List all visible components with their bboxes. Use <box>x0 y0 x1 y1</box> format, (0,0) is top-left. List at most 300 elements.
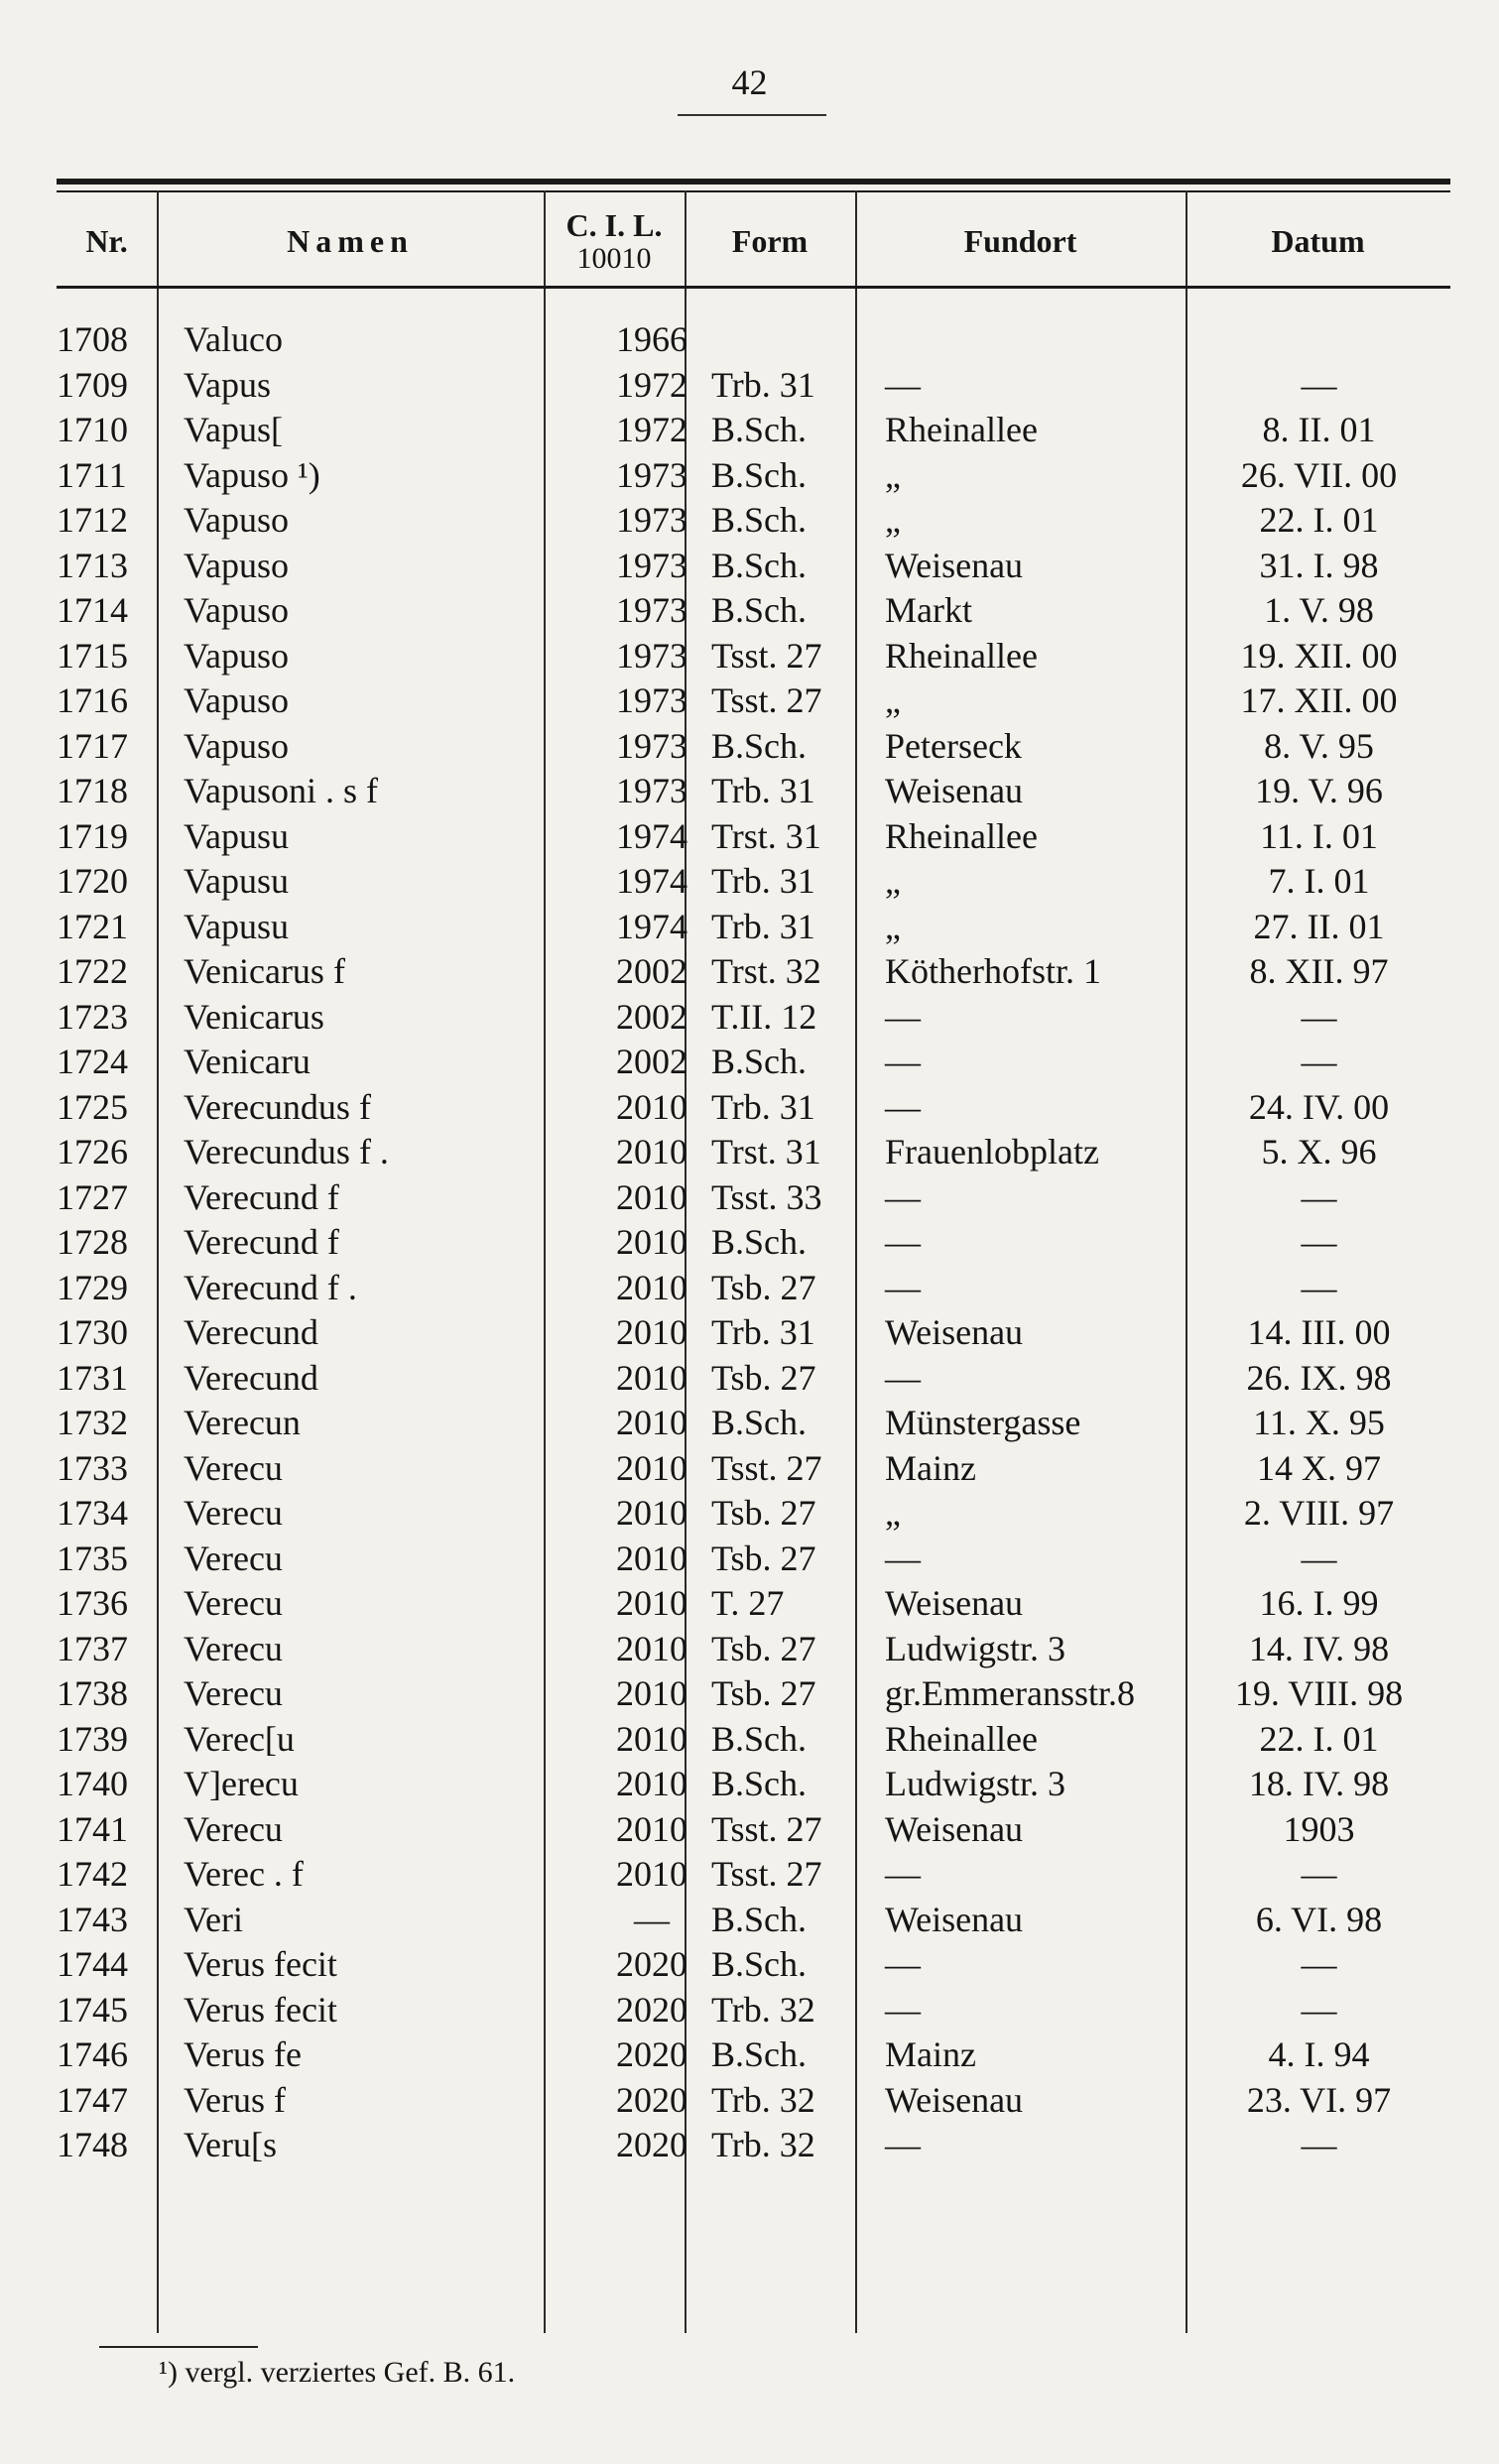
cell-name: Vapuso <box>184 500 289 540</box>
cell-nr: 1716 <box>57 680 128 720</box>
cell-name: Verus fecit <box>184 1989 337 2030</box>
cell-name: Veri <box>184 1899 243 1939</box>
cell-nr: 1710 <box>57 410 128 449</box>
table-row <box>57 1537 1450 1582</box>
cell-name: Vapus <box>184 364 271 405</box>
cell-fundort: Ludwigstr. 3 <box>885 1764 1066 1803</box>
cell-name: Verus fecit <box>184 1944 337 1984</box>
table-row <box>57 2123 1450 2168</box>
cell-nr: 1714 <box>57 590 128 630</box>
table-row <box>57 1988 1450 2033</box>
cell-nr: 1709 <box>57 364 128 405</box>
cell-datum: — <box>1301 1222 1337 1262</box>
cell-nr: 1745 <box>57 1989 128 2030</box>
cell-fundort: Weisenau <box>885 1899 1024 1939</box>
table-row <box>57 905 1450 950</box>
cell-fundort: Markt <box>885 590 972 630</box>
table-row <box>57 2078 1450 2124</box>
table-row <box>57 1040 1450 1085</box>
cell-cil: 1974 <box>616 815 687 856</box>
cell-nr: 1734 <box>57 1493 128 1533</box>
cell-name: Vapuso ¹) <box>184 454 320 495</box>
cell-cil: 2010 <box>616 1222 687 1262</box>
cell-nr: 1729 <box>57 1267 128 1307</box>
cell-form: B.Sch. <box>711 410 808 449</box>
cell-form: B.Sch. <box>711 1764 808 1803</box>
cell-fundort: Weisenau <box>885 1312 1024 1352</box>
cell-datum: 1903 <box>1283 1808 1355 1849</box>
cell-datum: 8. XII. 97 <box>1249 951 1389 991</box>
cell-fundort: Weisenau <box>885 1583 1024 1623</box>
footnote-rule <box>99 2346 258 2348</box>
page-number: 42 <box>731 62 768 102</box>
cell-fundort: Mainz <box>885 2034 976 2074</box>
cell-cil: 2010 <box>616 1673 687 1713</box>
cell-cil: 2020 <box>616 1989 687 2030</box>
cell-cil: 2010 <box>616 1493 687 1533</box>
cell-nr: 1738 <box>57 1673 128 1713</box>
cell-fundort: Weisenau <box>885 2079 1024 2120</box>
cell-form: Tsst. 27 <box>711 1854 822 1894</box>
cell-nr: 1733 <box>57 1447 128 1488</box>
cell-form: B.Sch. <box>711 725 808 766</box>
cell-fundort: Weisenau <box>885 1808 1024 1849</box>
cell-form: T.II. 12 <box>711 996 817 1037</box>
cell-nr: 1727 <box>57 1176 128 1217</box>
cell-cil: 2010 <box>616 1764 687 1803</box>
cell-datum: 26. IX. 98 <box>1246 1357 1392 1398</box>
cell-nr: 1747 <box>57 2079 128 2120</box>
cell-cil: 2010 <box>616 1086 687 1127</box>
cell-datum: 7. I. 01 <box>1268 861 1370 901</box>
cell-form: Trb. 31 <box>711 861 815 901</box>
cell-nr: 1725 <box>57 1086 128 1127</box>
cell-fundort: — <box>885 364 921 405</box>
cell-cil: — <box>634 1899 670 1939</box>
cell-form: Tsb. 27 <box>711 1628 816 1668</box>
cell-cil: 1972 <box>616 364 687 405</box>
cell-name: Venicarus <box>184 996 324 1037</box>
cell-form: Tsb. 27 <box>711 1673 816 1713</box>
table-row <box>57 1807 1450 1853</box>
cell-datum: — <box>1301 996 1337 1037</box>
cell-cil: 1973 <box>616 545 687 585</box>
cell-datum: 26. VII. 00 <box>1240 454 1398 495</box>
table-row <box>57 1762 1450 1807</box>
cell-form: Trst. 31 <box>711 1132 821 1171</box>
cell-cil: 2010 <box>616 1718 687 1759</box>
cell-datum: 5. X. 96 <box>1261 1132 1377 1171</box>
cell-cil: 1966 <box>616 319 687 359</box>
cell-name: Verecun <box>184 1403 301 1442</box>
cell-datum: 27. II. 01 <box>1253 906 1385 946</box>
table-row <box>57 769 1450 814</box>
cell-datum: — <box>1301 2125 1337 2164</box>
cell-name: Vapusu <box>184 815 289 856</box>
table-row <box>57 1401 1450 1446</box>
cell-fundort: Münstergasse <box>885 1403 1081 1442</box>
cell-fundort: — <box>885 1854 921 1894</box>
cell-form: T. 27 <box>711 1583 785 1623</box>
cell-fundort: Kötherhofstr. 1 <box>885 951 1101 991</box>
cell-name: Verecund f <box>184 1176 339 1217</box>
cell-name: Verus f <box>184 2079 286 2120</box>
cell-name: Verecu <box>184 1673 283 1713</box>
table-row <box>57 1491 1450 1537</box>
cell-cil: 1973 <box>616 771 687 810</box>
header-cil-top: C. I. L. <box>565 207 663 244</box>
cell-name: Verec . f <box>184 1854 304 1894</box>
cell-cil: 2020 <box>616 1944 687 1984</box>
cell-fundort: Rheinallee <box>885 815 1038 856</box>
table-row <box>57 1581 1450 1627</box>
cell-form: Tsst. 27 <box>711 1808 822 1849</box>
cell-name: Verecundus f <box>184 1086 371 1127</box>
table-row <box>57 408 1450 453</box>
cell-fundort: — <box>885 1222 921 1262</box>
cell-nr: 1720 <box>57 861 128 901</box>
table-row <box>57 949 1450 995</box>
cell-form: Trb. 32 <box>711 2125 815 2164</box>
cell-fundort: — <box>885 1176 921 1217</box>
cell-datum: 8. V. 95 <box>1264 725 1374 766</box>
cell-cil: 2010 <box>616 1132 687 1171</box>
cell-name: Vapusu <box>184 906 289 946</box>
cell-name: Verecund <box>184 1357 318 1398</box>
cell-nr: 1708 <box>57 319 128 359</box>
cell-fundort: „ <box>885 454 901 495</box>
cell-nr: 1735 <box>57 1538 128 1578</box>
cell-nr: 1730 <box>57 1312 128 1352</box>
footnote: ¹) vergl. verziertes Gef. B. 61. <box>159 2356 516 2389</box>
cell-name: Verus fe <box>184 2034 302 2074</box>
table-row <box>57 1852 1450 1898</box>
cell-form: Tsst. 27 <box>711 680 822 720</box>
cell-fundort: „ <box>885 680 901 720</box>
cell-form: Tsb. 27 <box>711 1538 816 1578</box>
table-row <box>57 1898 1450 1943</box>
header-cil-bottom: 10010 <box>576 242 652 276</box>
cell-fundort: „ <box>885 906 901 946</box>
cell-form: B.Sch. <box>711 1899 808 1939</box>
cell-cil: 2010 <box>616 1403 687 1442</box>
cell-nr: 1748 <box>57 2125 128 2164</box>
cell-fundort: Rheinallee <box>885 410 1038 449</box>
cell-form: Trst. 31 <box>711 815 821 856</box>
table-row <box>57 2033 1450 2078</box>
cell-cil: 2002 <box>616 996 687 1037</box>
cell-datum: — <box>1301 1944 1337 1984</box>
cell-nr: 1713 <box>57 545 128 585</box>
cell-nr: 1736 <box>57 1583 128 1623</box>
cell-form: B.Sch. <box>711 1403 808 1442</box>
cell-datum: 19. VIII. 98 <box>1234 1673 1404 1713</box>
cell-datum: — <box>1301 1989 1337 2030</box>
cell-form: Trb. 31 <box>711 1312 815 1352</box>
table-row <box>57 1266 1450 1311</box>
cell-cil: 2010 <box>616 1628 687 1668</box>
cell-form: Tsb. 27 <box>711 1493 816 1533</box>
header-namen: Namen <box>287 223 414 260</box>
cell-form: B.Sch. <box>711 454 808 495</box>
cell-name: Verecu <box>184 1583 283 1623</box>
cell-cil: 1973 <box>616 500 687 540</box>
cell-fundort: „ <box>885 1493 901 1533</box>
cell-cil: 2020 <box>616 2034 687 2074</box>
header-bottom-rule <box>57 286 1450 289</box>
cell-form: Trst. 32 <box>711 951 821 991</box>
cell-datum: — <box>1301 1042 1337 1081</box>
cell-nr: 1737 <box>57 1628 128 1668</box>
cell-fundort: „ <box>885 861 901 901</box>
cell-form: B.Sch. <box>711 545 808 585</box>
cell-form: Tsb. 27 <box>711 1267 816 1307</box>
cell-form: B.Sch. <box>711 1222 808 1262</box>
cell-form: Tsst. 27 <box>711 635 822 676</box>
page-number-rule <box>678 114 826 116</box>
cell-nr: 1711 <box>57 454 127 495</box>
cell-form: Trb. 31 <box>711 771 815 810</box>
cell-fundort: — <box>885 1989 921 2030</box>
header-datum: Datum <box>1271 223 1365 260</box>
cell-nr: 1746 <box>57 2034 128 2074</box>
cell-datum: 22. I. 01 <box>1259 500 1379 540</box>
cell-datum: 1. V. 98 <box>1264 590 1374 630</box>
cell-nr: 1719 <box>57 815 128 856</box>
cell-name: Venicarus f <box>184 951 345 991</box>
cell-datum: 8. II. 01 <box>1262 410 1376 449</box>
cell-form: Tsb. 27 <box>711 1357 816 1398</box>
cell-nr: 1740 <box>57 1764 128 1803</box>
cell-nr: 1743 <box>57 1899 128 1939</box>
cell-cil: 2010 <box>616 1312 687 1352</box>
cell-name: Verecu <box>184 1808 283 1849</box>
header-form: Form <box>731 223 809 260</box>
cell-nr: 1732 <box>57 1403 128 1442</box>
cell-datum: 16. I. 99 <box>1259 1583 1379 1623</box>
cell-cil: 1974 <box>616 906 687 946</box>
cell-name: Verecund f . <box>184 1267 357 1307</box>
cell-fundort: Rheinallee <box>885 635 1038 676</box>
cell-cil: 2010 <box>616 1808 687 1849</box>
cell-form: Trb. 31 <box>711 364 815 405</box>
cell-fundort: Weisenau <box>885 545 1024 585</box>
cell-datum: — <box>1301 1538 1337 1578</box>
cell-fundort: gr.Emmeransstr.8 <box>885 1673 1135 1713</box>
table-row <box>57 1130 1450 1175</box>
table-row <box>57 724 1450 770</box>
cell-nr: 1721 <box>57 906 128 946</box>
cell-fundort: Ludwigstr. 3 <box>885 1628 1066 1668</box>
cell-fundort: „ <box>885 500 901 540</box>
cell-cil: 1973 <box>616 680 687 720</box>
cell-cil: 2002 <box>616 1042 687 1081</box>
cell-datum: 18. IV. 98 <box>1248 1764 1390 1803</box>
cell-form: B.Sch. <box>711 2034 808 2074</box>
cell-name: Vapus[ <box>184 410 283 449</box>
cell-datum: 19. V. 96 <box>1255 771 1383 810</box>
table-row <box>57 317 1450 363</box>
cell-form: B.Sch. <box>711 1042 808 1081</box>
cell-name: Verecu <box>184 1538 283 1578</box>
cell-nr: 1731 <box>57 1357 128 1398</box>
cell-datum: — <box>1301 364 1337 405</box>
cell-name: Vapusu <box>184 861 289 901</box>
table-row <box>57 544 1450 589</box>
cell-form: B.Sch. <box>711 1944 808 1984</box>
cell-name: V]erecu <box>184 1764 299 1803</box>
cell-cil: 2020 <box>616 2125 687 2164</box>
cell-form: Trb. 31 <box>711 906 815 946</box>
table-row <box>57 1671 1450 1717</box>
cell-form: B.Sch. <box>711 1718 808 1759</box>
cell-cil: 2002 <box>616 951 687 991</box>
cell-fundort: — <box>885 1538 921 1578</box>
cell-name: Verecu <box>184 1493 283 1533</box>
table-row <box>57 678 1450 724</box>
cell-nr: 1723 <box>57 996 128 1037</box>
cell-nr: 1724 <box>57 1042 128 1081</box>
cell-fundort: — <box>885 2125 921 2164</box>
cell-cil: 2010 <box>616 1583 687 1623</box>
cell-name: Verecu <box>184 1447 283 1488</box>
cell-name: Verecu <box>184 1628 283 1668</box>
cell-cil: 2010 <box>616 1357 687 1398</box>
cell-fundort: — <box>885 996 921 1037</box>
cell-nr: 1718 <box>57 771 128 810</box>
cell-name: Verecund f <box>184 1222 339 1262</box>
cell-datum: 14. IV. 98 <box>1248 1628 1390 1668</box>
cell-fundort: Frauenlobplatz <box>885 1132 1099 1171</box>
cell-cil: 1972 <box>616 410 687 449</box>
cell-name: Vapuso <box>184 635 289 676</box>
table-row <box>57 588 1450 634</box>
table-row <box>57 859 1450 905</box>
cell-datum: 14. III. 00 <box>1247 1312 1391 1352</box>
table-row <box>57 1085 1450 1131</box>
table-row <box>57 1627 1450 1672</box>
cell-name: Vapuso <box>184 590 289 630</box>
cell-fundort: — <box>885 1086 921 1127</box>
cell-fundort: — <box>885 1042 921 1081</box>
table-row <box>57 1942 1450 1988</box>
cell-cil: 2020 <box>616 2079 687 2120</box>
header-cil <box>544 198 685 286</box>
top-rule-thin <box>57 190 1450 192</box>
cell-form: Tsst. 33 <box>711 1176 822 1217</box>
table-row <box>57 1717 1450 1763</box>
cell-datum: 22. I. 01 <box>1259 1718 1379 1759</box>
table-row <box>57 1356 1450 1402</box>
cell-cil: 2010 <box>616 1854 687 1894</box>
cell-name: Verecundus f . <box>184 1132 389 1171</box>
table-row <box>57 1175 1450 1221</box>
cell-datum: 11. I. 01 <box>1260 815 1378 856</box>
cell-datum: 6. VI. 98 <box>1255 1899 1383 1939</box>
cell-cil: 2010 <box>616 1267 687 1307</box>
table-row <box>57 1446 1450 1492</box>
cell-cil: 2010 <box>616 1176 687 1217</box>
cell-nr: 1741 <box>57 1808 128 1849</box>
table-row <box>57 814 1450 860</box>
cell-name: Venicaru <box>184 1042 311 1081</box>
cell-datum: — <box>1301 1176 1337 1217</box>
cell-form: B.Sch. <box>711 500 808 540</box>
cell-cil: 1973 <box>616 454 687 495</box>
cell-name: Vapuso <box>184 725 289 766</box>
table-row <box>57 995 1450 1041</box>
cell-nr: 1722 <box>57 951 128 991</box>
cell-name: Vapuso <box>184 545 289 585</box>
cell-datum: 11. X. 95 <box>1253 1403 1385 1442</box>
cell-cil: 1974 <box>616 861 687 901</box>
cell-datum: 2. VIII. 97 <box>1243 1493 1395 1533</box>
cell-fundort: Mainz <box>885 1447 976 1488</box>
cell-cil: 2010 <box>616 1447 687 1488</box>
cell-datum: 17. XII. 00 <box>1240 680 1398 720</box>
cell-datum: 4. I. 94 <box>1268 2034 1370 2074</box>
table-row <box>57 634 1450 679</box>
cell-fundort: — <box>885 1267 921 1307</box>
cell-form: B.Sch. <box>711 590 808 630</box>
cell-datum: — <box>1301 1267 1337 1307</box>
cell-name: Verecund <box>184 1312 318 1352</box>
cell-form: Trb. 31 <box>711 1086 815 1127</box>
cell-fundort: Peterseck <box>885 725 1022 766</box>
cell-cil: 1973 <box>616 725 687 766</box>
cell-nr: 1726 <box>57 1132 128 1171</box>
cell-name: Valuco <box>184 319 283 359</box>
cell-datum: 31. I. 98 <box>1259 545 1379 585</box>
cell-nr: 1739 <box>57 1718 128 1759</box>
top-rule-thick <box>57 179 1450 185</box>
cell-form: Tsst. 27 <box>711 1447 822 1488</box>
cell-nr: 1744 <box>57 1944 128 1984</box>
table-row <box>57 1310 1450 1356</box>
table-row <box>57 363 1450 409</box>
cell-nr: 1712 <box>57 500 128 540</box>
cell-name: Veru[s <box>184 2125 277 2164</box>
cell-nr: 1717 <box>57 725 128 766</box>
header-fundort: Fundort <box>963 223 1077 260</box>
cell-datum: 23. VI. 97 <box>1246 2079 1392 2120</box>
cell-fundort: Weisenau <box>885 771 1024 810</box>
cell-nr: 1715 <box>57 635 128 676</box>
cell-datum: — <box>1301 1854 1337 1894</box>
cell-fundort: — <box>885 1944 921 1984</box>
cell-cil: 2010 <box>616 1538 687 1578</box>
cell-fundort: Rheinallee <box>885 1718 1038 1759</box>
cell-nr: 1742 <box>57 1854 128 1894</box>
cell-name: Verec[u <box>184 1718 295 1759</box>
cell-form: Trb. 32 <box>711 1989 815 2030</box>
cell-datum: 14 X. 97 <box>1257 1447 1381 1488</box>
cell-datum: 24. IV. 00 <box>1248 1086 1390 1127</box>
cell-cil: 1973 <box>616 635 687 676</box>
table-body <box>57 317 1450 2168</box>
table-row <box>57 1220 1450 1266</box>
cell-nr: 1728 <box>57 1222 128 1262</box>
cell-fundort: — <box>885 1357 921 1398</box>
cell-cil: 1973 <box>616 590 687 630</box>
table-row <box>57 498 1450 544</box>
cell-datum: 19. XII. 00 <box>1240 635 1398 676</box>
header-nr: Nr. <box>85 223 128 260</box>
table-row <box>57 453 1450 499</box>
cell-name: Vapuso <box>184 680 289 720</box>
cell-name: Vapusoni . s f <box>184 771 378 810</box>
cell-form: Trb. 32 <box>711 2079 815 2120</box>
